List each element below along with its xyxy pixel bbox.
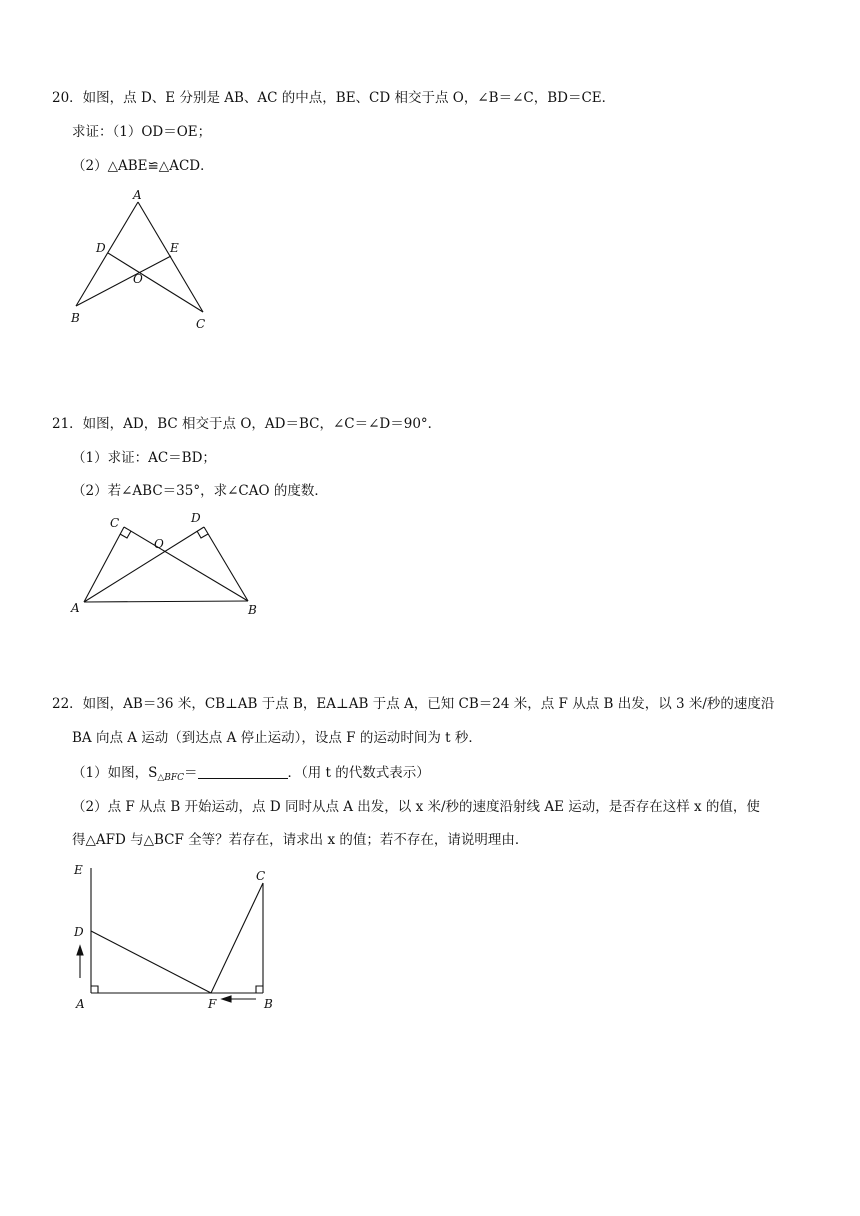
q22-part1-suffix: ．（用 t 的代数式表示） <box>287 765 430 781</box>
q20-label-e: E <box>170 241 179 255</box>
q22-part2-line2: 得△AFD 与△BCF 全等？若存在，请求出 x 的值；若不存在，请说明理由． <box>72 832 529 848</box>
q22-part1-subscript: △BFC <box>157 773 185 783</box>
q21-label-b: B <box>248 603 257 617</box>
q22-stem-line2: BA 向点 A 运动（到达点 A 停止运动），设点 F 的运动时间为 t 秒． <box>72 730 482 746</box>
q20-label-d: D <box>96 241 106 255</box>
q22-label-a: A <box>76 997 85 1011</box>
q22-arrow-left-head <box>222 996 231 1002</box>
q20-part2: （2）△ABE≌△ACD． <box>72 158 214 174</box>
q22-label-e: E <box>74 863 83 877</box>
q21-segment-ab <box>84 601 248 602</box>
q21-part2: （2）若∠ABC＝35°，求∠CAO 的度数． <box>72 483 328 499</box>
q22-label-d: D <box>74 925 84 939</box>
q22-segment-fc <box>211 883 263 993</box>
q22-part1-equals: ＝ <box>184 765 198 781</box>
q21-part1: （1）求证：AC＝BD； <box>72 450 216 466</box>
q21-segment-ac <box>84 527 124 602</box>
q22-part1 <box>72 763 430 788</box>
q21-segment-bd <box>204 527 248 601</box>
q22-part2-line1: （2）点 F 从点 B 开始运动，点 D 同时从点 A 出发，以 x 米/秒的速度沿射线 AE 运动，是否存在这样 x 的值，使 <box>72 799 760 815</box>
q20-label-o: O <box>133 272 143 286</box>
q22-arrow-up-head <box>77 946 83 955</box>
q22-right-angle-b <box>256 986 263 993</box>
q21-label-o: O <box>154 537 164 551</box>
q20-part1: 求证：（1）OD＝OE； <box>72 124 212 140</box>
q20-label-b: B <box>71 311 80 325</box>
q20-side-ab <box>76 202 138 306</box>
q22-segment-df <box>91 931 211 993</box>
q22-stem-line1: 22．如图，AB＝36 米，CB⊥AB 于点 B，EA⊥AB 于点 A，已知 CB＝24 米，点 F 从点 B 出发，以 3 米/秒的速度沿 <box>52 696 775 712</box>
q20-label-a: A <box>133 188 142 202</box>
q21-right-angle-d <box>197 531 208 538</box>
q21-label-a: A <box>71 601 80 615</box>
q22-figure <box>70 858 300 1018</box>
q20-label-c: C <box>196 317 206 331</box>
q20-segment-be <box>76 256 171 306</box>
q22-label-b: B <box>264 997 273 1011</box>
q21-label-c: C <box>110 516 120 530</box>
q21-label-d: D <box>191 511 201 525</box>
q20-figure <box>60 188 260 338</box>
q21-figure <box>70 510 290 620</box>
q22-answer-blank[interactable] <box>198 764 288 779</box>
q22-label-f: F <box>208 997 217 1011</box>
q21-stem: 21．如图，AD，BC 相交于点 O，AD＝BC，∠C＝∠D＝90°． <box>52 416 442 432</box>
q22-right-angle-a <box>91 986 98 993</box>
q20-stem: 20．如图，点 D、E 分别是 AB、AC 的中点，BE、CD 相交于点 O，∠B＝∠C，BD＝CE． <box>52 90 616 106</box>
q20-side-ac <box>138 202 203 312</box>
q22-part1-prefix: （1）如图，S <box>72 765 158 781</box>
q22-label-c: C <box>256 869 266 883</box>
q20-segment-cd <box>108 253 203 312</box>
